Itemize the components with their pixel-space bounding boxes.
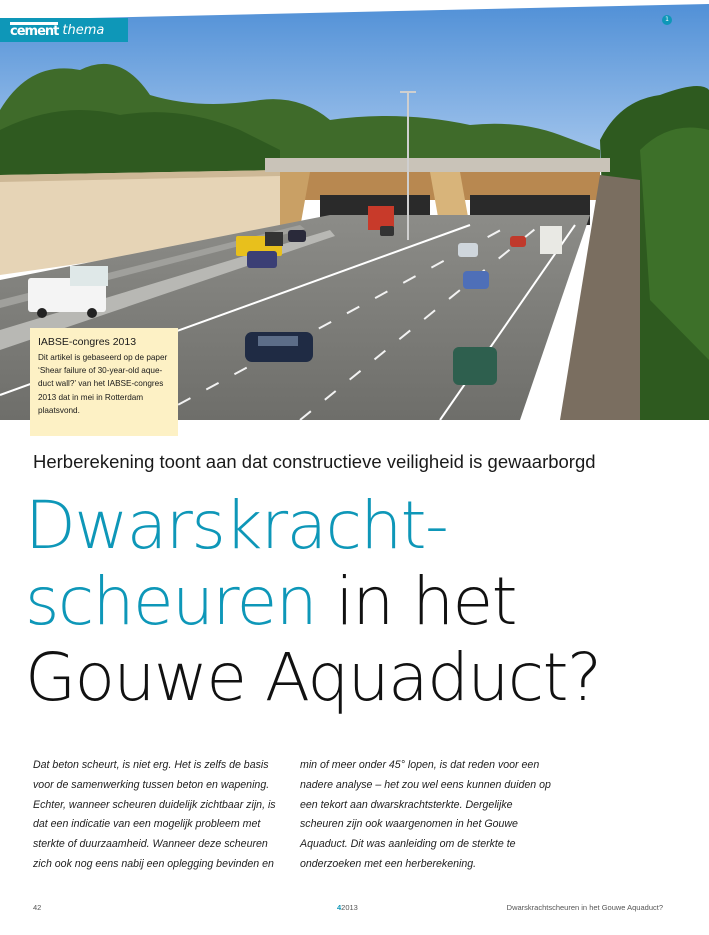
intro-column-2 bbox=[300, 756, 555, 875]
corner-marker: 1 bbox=[662, 15, 672, 25]
issue-number: 4 bbox=[337, 903, 342, 912]
info-box bbox=[30, 328, 178, 436]
headline-line-1-blue: Dwarskracht- bbox=[25, 487, 448, 564]
headline-line-3-black: Gouwe Aquaduct? bbox=[25, 639, 601, 716]
page-number: 42 bbox=[33, 903, 42, 912]
intro-paragraph-2: min of meer onder 45° lopen, is dat reden voor een nadere analyse – het zou wel eens kunnen duiden op een tekort aan dwarskrachtsterkte. Dergelijke scheuren zijn ook waargenomen in het Gouwe Aquaduct. Dit was aanleiding om de sterkte te onderzoeken met een herberekening. bbox=[300, 759, 551, 870]
article-subtitle: Herberekening toont aan dat constructieve veiligheid is gewaarborgd bbox=[33, 451, 596, 472]
intro-paragraph-1: Dat beton scheurt, is niet erg. Het is zelfs de basis voor de samenwerking tussen beton en wapening. Echter, wanneer scheuren duidelijk zichtbaar zijn, is dat een indicatie van een mogelijk probleem met sterkte of duurzaamheid. Wanneer deze scheuren zich ook nog eens nabij een oplegging bevinden en bbox=[33, 759, 276, 870]
issue-label bbox=[337, 903, 358, 912]
headline-line-3 bbox=[25, 640, 709, 716]
headline-line-2-blue: scheuren bbox=[25, 563, 317, 640]
running-title: Dwarskrachtscheuren in het Gouwe Aquaduct? bbox=[506, 903, 663, 912]
info-box-title: IABSE-congres 2013 bbox=[38, 336, 137, 348]
info-box-body: Dit artikel is gebaseerd op de paper ‘Shear failure of 30-year-old aque-duct wall?’ van het IABSE-congres 2013 dat in mei in Rotterdam plaatsvond. bbox=[38, 353, 168, 415]
headline-line-2 bbox=[25, 564, 709, 640]
issue-year: 2013 bbox=[341, 903, 358, 912]
magazine-logo: cement bbox=[10, 24, 59, 39]
section-tag bbox=[0, 18, 128, 42]
headline-line-1 bbox=[25, 488, 709, 564]
article-headline bbox=[25, 488, 709, 716]
section-label: thema bbox=[62, 22, 105, 38]
intro-column-1 bbox=[33, 756, 288, 875]
headline-line-2-black: in het bbox=[316, 563, 517, 640]
